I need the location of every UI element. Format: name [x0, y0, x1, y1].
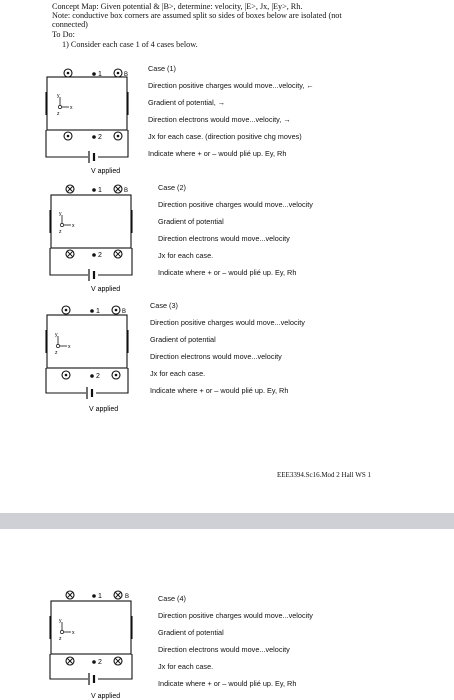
- axis-y-label: y: [59, 211, 62, 217]
- case-3-line: Direction electrons would move...velocity: [150, 352, 282, 361]
- case-4-line: Direction electrons would move...velocity: [158, 645, 290, 654]
- case-4-line: Direction positive charges would move...velocity: [158, 611, 313, 620]
- b-label: B: [124, 188, 129, 194]
- note-line: Note: conductive box corners are assumed split so sides of boxes below are isolated (not: [52, 11, 342, 20]
- b-label: B: [122, 309, 127, 315]
- v-applied-label: V applied: [91, 693, 121, 700]
- axis-z-label: z: [55, 350, 58, 356]
- axis-y-label: y: [55, 332, 58, 338]
- case-3-line: Indicate where + or – would plié up. Ey, Rh: [150, 386, 289, 395]
- page-break: [0, 513, 454, 529]
- axis-x-label: x: [72, 223, 75, 229]
- case-1-diagram: [38, 60, 138, 176]
- axis-x-label: x: [70, 105, 73, 111]
- case-2-line: Indicate where + or – would plié up. Ey, Rh: [158, 268, 297, 277]
- case-4-line: Indicate where + or – would plié up. Ey, Rh: [158, 679, 297, 688]
- axis-x-label: x: [72, 630, 75, 636]
- case-4-line: Jx for each case.: [158, 662, 214, 671]
- v-applied-label: V applied: [89, 406, 119, 413]
- case-4-diagram: [38, 582, 138, 700]
- node-2-label: 2: [98, 659, 102, 666]
- case-3-line: Jx for each case.: [150, 369, 206, 378]
- axis-z-label: z: [59, 636, 62, 642]
- axis-x-label: x: [68, 344, 71, 350]
- case-1-line: Jx for each case. (direction positive chg moves): [148, 132, 302, 141]
- case-1-line: Direction electrons would move...velocity, →: [148, 115, 291, 124]
- node-1-label: 1: [98, 593, 102, 600]
- case-1-line: Gradient of potential, →: [148, 98, 226, 107]
- concept-map-line: Concept Map: Given potential & |B>, determine: velocity, |E>, Jx, |Ey>, Rh.: [52, 2, 303, 11]
- case-2-diagram: [38, 178, 138, 294]
- case-2-line: Gradient of potential: [158, 217, 224, 226]
- case-4-line: Gradient of potential: [158, 628, 224, 637]
- v-applied-label: V applied: [91, 168, 121, 175]
- node-1-label: 1: [98, 71, 102, 78]
- case-2-title: Case (2): [158, 183, 186, 192]
- node-2-label: 2: [96, 373, 100, 380]
- worksheet-page-2: [0, 529, 454, 700]
- case-1-line: Indicate where + or – would plié up. Ey, Rh: [148, 149, 287, 158]
- case-4-title: Case (4): [158, 594, 186, 603]
- v-applied-label: V applied: [91, 286, 121, 293]
- case-1-line: Direction positive charges would move...velocity, ←: [148, 81, 314, 90]
- todo-item-1: 1) Consider each case 1 of 4 cases below.: [62, 40, 198, 49]
- node-1-label: 1: [98, 187, 102, 194]
- axis-z-label: z: [59, 229, 62, 235]
- case-2-line: Jx for each case.: [158, 251, 214, 260]
- node-1-label: 1: [96, 308, 100, 315]
- case-3-line: Gradient of potential: [150, 335, 216, 344]
- case-1-title: Case (1): [148, 64, 176, 73]
- axis-y-label: y: [57, 93, 60, 99]
- todo-heading: To Do:: [52, 30, 75, 39]
- axis-z-label: z: [57, 111, 60, 117]
- note-line-cont: connected): [52, 20, 88, 29]
- case-2-line: Direction positive charges would move...velocity: [158, 200, 313, 209]
- case-2-line: Direction electrons would move...velocity: [158, 234, 290, 243]
- case-3-diagram: [36, 296, 136, 414]
- b-label: B: [124, 72, 129, 78]
- axis-y-label: y: [59, 618, 62, 624]
- page-footer: EEE3394.Sc16.Mod 2 Hall WS 1: [277, 471, 371, 479]
- case-3-line: Direction positive charges would move...velocity: [150, 318, 305, 327]
- node-2-label: 2: [98, 252, 102, 259]
- case-3-title: Case (3): [150, 301, 178, 310]
- node-2-label: 2: [98, 134, 102, 141]
- b-label: B: [125, 594, 130, 600]
